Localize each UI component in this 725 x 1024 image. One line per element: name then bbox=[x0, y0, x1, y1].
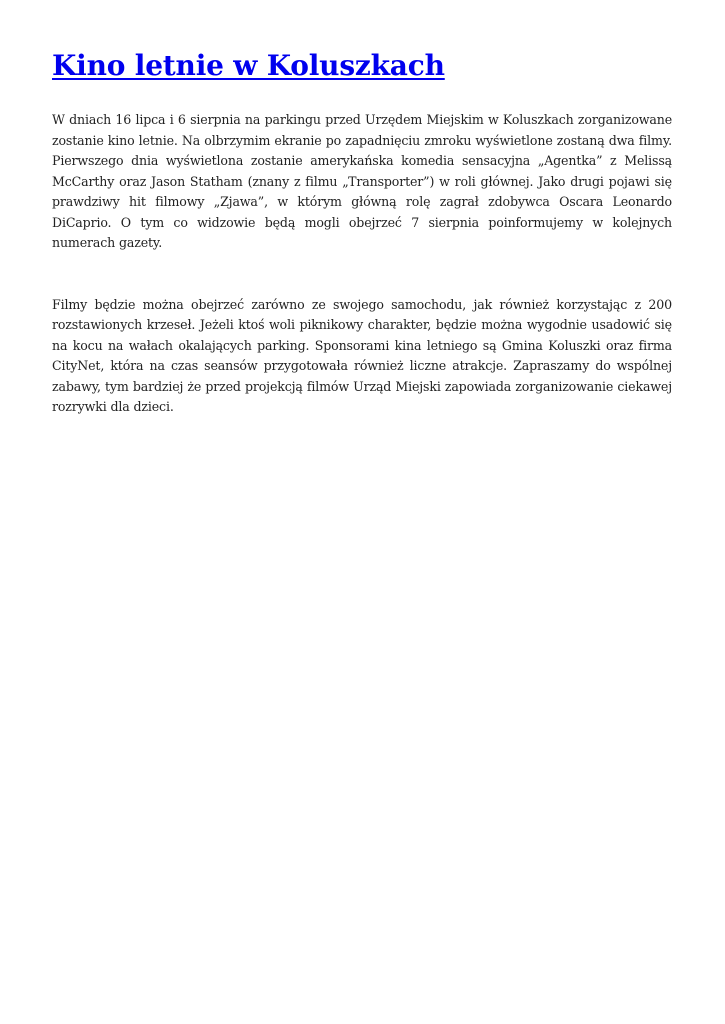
article-title-link[interactable]: Kino letnie w Koluszkach bbox=[52, 49, 445, 82]
article-title bbox=[52, 48, 672, 84]
article-paragraph-1: W dniach 16 lipca i 6 sierpnia na parkingu przed Urzędem Miejskim w Koluszkach zorganizowane zostanie kino letnie. Na olbrzymim ekranie po zapadnięciu zmroku wyświetlone zostaną dwa filmy. Pierwszego dnia wyświetlona zostanie amerykańska komedia sensacyjna „Agentka” z Melissą McCarthy oraz Jason Statham (znany z filmu „Transporter”) w roli głównej. Jako drugi pojawi się prawdziwy hit filmowy „Zjawa”, w którym główną rolę zagrał zdobywca Oscara Leonardo DiCaprio. O tym co widzowie będą mogli obejrzeć 7 sierpnia poinformujemy w kolejnych numerach gazety. bbox=[52, 112, 672, 250]
article-paragraph-2: Filmy będzie można obejrzeć zarówno ze swojego samochodu, jak również korzystając z 200 rozstawionych krzeseł. Jeżeli ktoś woli piknikowy charakter, będzie można wygodnie usadowić się na kocu na wałach okalających parking. Sponsorami kina letniego są Gmina Koluszki oraz firma CityNet, która na czas seansów przygotowała również liczne atrakcje. Zapraszamy do wspólnej zabawy, tym bardziej że przed projekcją filmów Urząd Miejski zapowiada zorganizowanie ciekawej rozrywki dla dzieci. bbox=[52, 296, 672, 414]
article bbox=[52, 0, 672, 418]
